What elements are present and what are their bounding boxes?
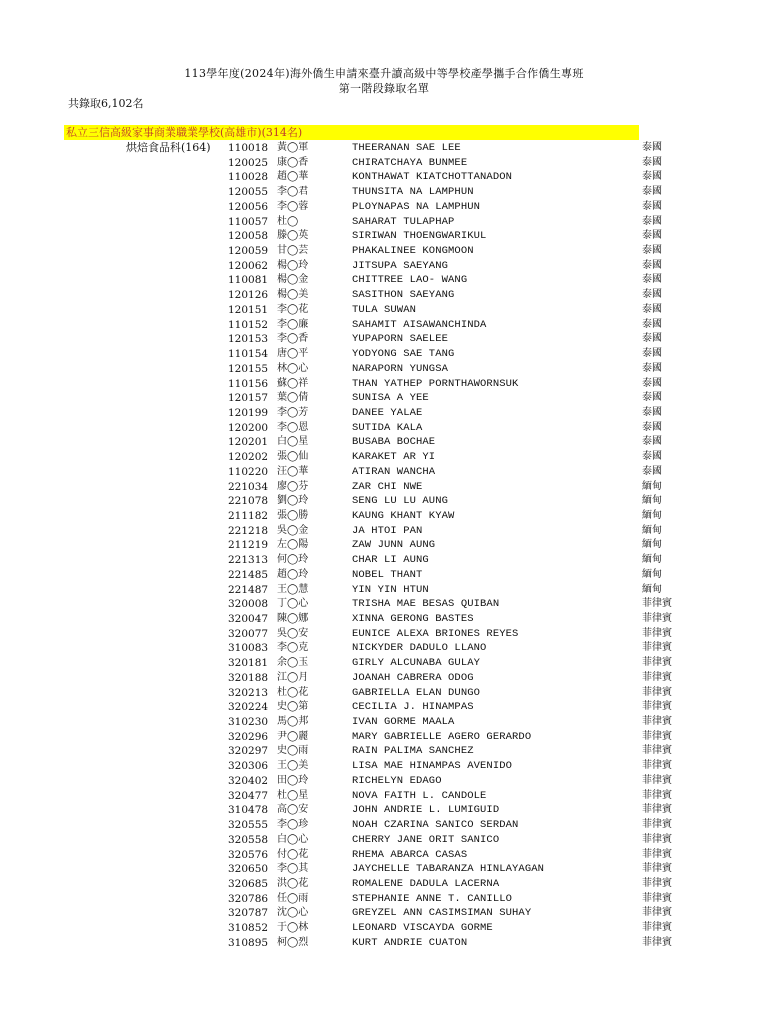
chinese-name: 滕◯英	[277, 230, 309, 242]
country: 泰國	[642, 245, 662, 257]
english-name: RICHELYN EDAGO	[352, 774, 442, 787]
chinese-name: 高◯安	[277, 804, 309, 816]
admission-list	[0, 141, 768, 951]
chinese-name: 吳◯金	[277, 524, 309, 536]
english-name: KAUNG KHANT KYAW	[352, 509, 455, 522]
country: 泰國	[642, 215, 662, 227]
english-name: PHAKALINEE KONGMOON	[352, 245, 474, 258]
applicant-id: 120055	[228, 186, 269, 199]
country: 菲律賓	[642, 892, 672, 904]
chinese-name: 柯◯烈	[277, 936, 309, 948]
chinese-name: 尹◯麗	[277, 730, 309, 742]
applicant-id: 120058	[228, 230, 269, 243]
chinese-name: 杜◯星	[277, 789, 309, 801]
country: 菲律賓	[642, 657, 672, 669]
list-row	[0, 715, 768, 730]
list-row	[0, 936, 768, 951]
applicant-id: 110156	[228, 377, 269, 390]
english-name: SAHARAT TULAPHAP	[352, 215, 455, 228]
list-row	[0, 656, 768, 671]
applicant-id: 221034	[228, 480, 269, 493]
country: 菲律賓	[642, 613, 672, 624]
applicant-id: 320576	[228, 848, 269, 861]
chinese-name: 趙◯玲	[277, 568, 309, 580]
chinese-name: 唐◯平	[277, 348, 309, 360]
chinese-name: 史◯雨	[277, 745, 309, 757]
country: 菲律賓	[642, 686, 672, 698]
chinese-name: 江◯月	[277, 671, 309, 683]
country: 菲律賓	[642, 936, 672, 948]
chinese-name: 李◯廉	[277, 318, 309, 330]
english-name: TULA SUWAN	[352, 303, 417, 316]
english-name: KONTHAWAT KIATCHOTTANADON	[352, 171, 513, 184]
country: 泰國	[642, 333, 662, 345]
english-name: NOBEL THANT	[352, 568, 423, 581]
list-row	[0, 524, 768, 539]
english-name: ATIRAN WANCHA	[352, 465, 436, 478]
chinese-name: 汪◯華	[277, 465, 309, 477]
applicant-id: 120199	[228, 406, 269, 419]
applicant-id: 120153	[228, 333, 269, 346]
english-name: NICKYDER DADULO LLANO	[352, 642, 487, 655]
applicant-id: 320077	[228, 627, 269, 640]
list-row	[0, 583, 768, 598]
country: 泰國	[642, 171, 662, 183]
english-name: MARY GABRIELLE AGERO GERARDO	[352, 730, 532, 743]
country: 泰國	[642, 436, 662, 448]
english-name: SUTIDA KALA	[352, 421, 423, 434]
chinese-name: 黃◯軍	[277, 142, 309, 153]
list-row	[0, 641, 768, 656]
country: 菲律賓	[642, 833, 672, 845]
english-name: YIN YIN HTUN	[352, 583, 429, 596]
list-row	[0, 612, 768, 627]
department-label: 烘焙食品科(164)	[126, 141, 211, 154]
applicant-id: 320213	[228, 686, 269, 699]
country: 泰國	[642, 200, 662, 212]
applicant-id: 110028	[228, 171, 269, 184]
chinese-name: 沈◯心	[277, 907, 309, 919]
chinese-name: 廖◯芬	[277, 480, 309, 492]
applicant-id: 320224	[228, 701, 269, 714]
country: 菲律賓	[642, 922, 672, 934]
english-name: NARAPORN YUNGSA	[352, 362, 449, 375]
chinese-name: 杜◯	[277, 215, 299, 227]
applicant-id: 120126	[228, 289, 269, 302]
country: 緬甸	[642, 480, 662, 492]
applicant-id: 110018	[228, 142, 269, 154]
country: 緬甸	[642, 554, 662, 566]
country: 緬甸	[642, 539, 662, 551]
english-name: IVAN GORME MAALA	[352, 716, 455, 729]
chinese-name: 趙◯華	[277, 171, 309, 183]
country: 菲律賓	[642, 642, 672, 654]
english-name: JOHN ANDRIE L. LUMIGUID	[352, 804, 500, 817]
english-name: CHERRY JANE ORIT SANICO	[352, 833, 500, 846]
applicant-id: 320296	[228, 730, 269, 743]
country: 泰國	[642, 186, 662, 198]
country: 菲律賓	[642, 819, 672, 831]
list-row	[0, 803, 768, 818]
country: 菲律賓	[642, 745, 672, 757]
list-row	[0, 686, 768, 701]
english-name: CHITTREE LAO- WANG	[352, 274, 468, 287]
country: 菲律賓	[642, 774, 672, 786]
total-admitted: 共錄取6,102名	[68, 97, 144, 110]
applicant-id: 120056	[228, 200, 269, 213]
chinese-name: 余◯玉	[277, 657, 309, 669]
english-name: LEONARD VISCAYDA GORME	[352, 922, 493, 935]
chinese-name: 李◯恩	[277, 421, 309, 433]
chinese-name: 田◯玲	[277, 774, 309, 786]
document-title: 113學年度(2024年)海外僑生申請來臺升讀高級中等學校產學攜手合作僑生專班	[184, 67, 584, 80]
chinese-name: 林◯心	[277, 362, 309, 374]
country: 菲律賓	[642, 598, 672, 610]
english-name: SENG LU LU AUNG	[352, 495, 449, 508]
list-row	[0, 185, 768, 200]
list-row	[0, 789, 768, 804]
list-row	[0, 391, 768, 406]
list-row	[0, 921, 768, 936]
english-name: GREYZEL ANN CASIMSIMAN SUHAY	[352, 907, 532, 920]
chinese-name: 吳◯安	[277, 627, 309, 639]
english-name: SASITHON SAEYANG	[352, 289, 455, 302]
applicant-id: 120201	[228, 436, 269, 449]
country: 緬甸	[642, 583, 662, 595]
english-name: RHEMA ABARCA CASAS	[352, 848, 468, 861]
list-row	[0, 906, 768, 921]
applicant-id: 221487	[228, 583, 269, 596]
country: 泰國	[642, 318, 662, 330]
chinese-name: 蘇◯祥	[277, 377, 309, 389]
chinese-name: 李◯君	[277, 186, 309, 198]
applicant-id: 211219	[228, 539, 269, 552]
applicant-id: 221485	[228, 568, 269, 581]
list-row	[0, 435, 768, 450]
applicant-id: 320047	[228, 613, 269, 625]
chinese-name: 李◯珍	[277, 819, 309, 831]
list-row	[0, 215, 768, 230]
applicant-id: 221313	[228, 554, 269, 567]
list-row	[0, 303, 768, 318]
country: 泰國	[642, 348, 662, 360]
english-name: JA HTOI PAN	[352, 524, 423, 537]
english-name: BUSABA BOCHAE	[352, 436, 436, 449]
english-name: STEPHANIE ANNE T. CANILLO	[352, 892, 513, 905]
applicant-id: 120151	[228, 303, 269, 316]
applicant-id: 221078	[228, 495, 269, 508]
country: 泰國	[642, 142, 662, 153]
chinese-name: 丁◯心	[277, 598, 309, 610]
english-name: TRISHA MAE BESAS QUIBAN	[352, 598, 500, 611]
country: 泰國	[642, 303, 662, 315]
chinese-name: 王◯美	[277, 760, 309, 772]
list-row	[0, 406, 768, 421]
list-row	[0, 362, 768, 377]
country: 菲律賓	[642, 730, 672, 742]
english-name: NOAH CZARINA SANICO SERDAN	[352, 819, 519, 832]
list-row	[0, 465, 768, 480]
country: 緬甸	[642, 568, 662, 580]
applicant-id: 120059	[228, 245, 269, 258]
list-row	[0, 538, 768, 553]
english-name: GIRLY ALCUNABA GULAY	[352, 657, 481, 670]
applicant-id: 120062	[228, 259, 269, 272]
list-row	[0, 200, 768, 215]
english-name: NOVA FAITH L. CANDOLE	[352, 789, 487, 802]
english-name: SIRIWAN THOENGWARIKUL	[352, 230, 487, 243]
english-name: PLOYNAPAS NA LAMPHUN	[352, 200, 481, 213]
applicant-id: 120202	[228, 451, 269, 464]
applicant-id: 320306	[228, 760, 269, 773]
list-row	[0, 848, 768, 863]
list-row	[0, 494, 768, 509]
english-name: CHIRATCHAYA BUNMEE	[352, 156, 468, 169]
english-name: DANEE YALAE	[352, 406, 423, 419]
applicant-id: 310230	[228, 716, 269, 729]
english-name: KURT ANDRIE CUATON	[352, 936, 468, 949]
list-row	[0, 318, 768, 333]
applicant-id: 320181	[228, 657, 269, 670]
english-name: ZAW JUNN AUNG	[352, 539, 436, 552]
applicant-id: 320787	[228, 907, 269, 920]
chinese-name: 劉◯玲	[277, 495, 309, 507]
applicant-id: 211182	[228, 509, 269, 522]
country: 菲律賓	[642, 848, 672, 860]
country: 菲律賓	[642, 877, 672, 889]
english-name: GABRIELLA ELAN DUNGO	[352, 686, 481, 699]
english-name: CHAR LI AUNG	[352, 554, 429, 567]
chinese-name: 洪◯花	[277, 877, 309, 889]
list-row	[0, 288, 768, 303]
chinese-name: 李◯香	[277, 333, 309, 345]
chinese-name: 楊◯玲	[277, 259, 309, 271]
country: 泰國	[642, 230, 662, 242]
english-name: ROMALENE DADULA LACERNA	[352, 877, 500, 890]
country: 菲律賓	[642, 701, 672, 713]
country: 泰國	[642, 451, 662, 463]
applicant-id: 320008	[228, 598, 269, 611]
chinese-name: 任◯雨	[277, 892, 309, 904]
list-row	[0, 170, 768, 185]
country: 泰國	[642, 392, 662, 404]
list-row	[0, 671, 768, 686]
list-row	[0, 833, 768, 848]
list-row	[0, 597, 768, 612]
list-row	[0, 730, 768, 745]
chinese-name: 左◯陽	[277, 539, 309, 551]
chinese-name: 康◯香	[277, 156, 309, 168]
list-row	[0, 744, 768, 759]
list-row	[0, 759, 768, 774]
country: 菲律賓	[642, 716, 672, 728]
applicant-id: 310478	[228, 804, 269, 817]
country: 泰國	[642, 362, 662, 374]
country: 泰國	[642, 421, 662, 433]
chinese-name: 張◯勝	[277, 509, 309, 521]
list-row	[0, 553, 768, 568]
country: 菲律賓	[642, 907, 672, 919]
applicant-id: 110154	[228, 348, 269, 361]
chinese-name: 葉◯倩	[277, 392, 309, 404]
country: 菲律賓	[642, 671, 672, 683]
country: 緬甸	[642, 509, 662, 521]
applicant-id: 120155	[228, 362, 269, 375]
applicant-id: 320786	[228, 892, 269, 905]
list-row	[0, 332, 768, 347]
chinese-name: 李◯花	[277, 303, 309, 315]
list-row	[0, 509, 768, 524]
document-subtitle: 第一階段錄取名單	[338, 82, 430, 95]
country: 菲律賓	[642, 760, 672, 772]
english-name: SUNISA A YEE	[352, 392, 429, 405]
chinese-name: 李◯克	[277, 642, 309, 654]
country: 菲律賓	[642, 789, 672, 801]
list-row	[0, 627, 768, 642]
english-name: CECILIA J. HINAMPAS	[352, 701, 474, 714]
chinese-name: 史◯第	[277, 701, 309, 713]
english-name: LISA MAE HINAMPAS AVENIDO	[352, 760, 513, 773]
chinese-name: 陳◯娜	[277, 613, 309, 624]
english-name: THEERANAN SAE LEE	[352, 142, 461, 154]
list-row	[0, 818, 768, 833]
list-row	[0, 141, 768, 156]
list-row	[0, 774, 768, 789]
applicant-id: 320555	[228, 819, 269, 832]
list-row	[0, 450, 768, 465]
english-name: SAHAMIT AISAWANCHINDA	[352, 318, 487, 331]
country: 緬甸	[642, 495, 662, 507]
list-row	[0, 273, 768, 288]
list-row	[0, 347, 768, 362]
chinese-name: 馬◯邦	[277, 716, 309, 728]
english-name: KARAKET AR YI	[352, 451, 436, 464]
country: 菲律賓	[642, 627, 672, 639]
list-row	[0, 156, 768, 171]
country: 緬甸	[642, 524, 662, 536]
english-name: JITSUPA SAEYANG	[352, 259, 449, 272]
chinese-name: 付◯花	[277, 848, 309, 860]
applicant-id: 310852	[228, 922, 269, 935]
applicant-id: 120025	[228, 156, 269, 169]
list-row	[0, 480, 768, 495]
applicant-id: 320650	[228, 863, 269, 876]
list-row	[0, 700, 768, 715]
list-row	[0, 568, 768, 583]
english-name: JAYCHELLE TABARANZA HINLAYAGAN	[352, 863, 545, 876]
country: 泰國	[642, 274, 662, 286]
chinese-name: 張◯仙	[277, 451, 309, 463]
country: 泰國	[642, 377, 662, 389]
english-name: YODYONG SAE TANG	[352, 348, 455, 361]
applicant-id: 320477	[228, 789, 269, 802]
list-row	[0, 862, 768, 877]
chinese-name: 楊◯金	[277, 274, 309, 286]
country: 泰國	[642, 289, 662, 301]
english-name: RAIN PALIMA SANCHEZ	[352, 745, 474, 758]
chinese-name: 甘◯芸	[277, 245, 309, 257]
english-name: YUPAPORN SAELEE	[352, 333, 449, 346]
country: 泰國	[642, 156, 662, 168]
applicant-id: 110081	[228, 274, 269, 287]
english-name: JOANAH CABRERA ODOG	[352, 671, 474, 684]
country: 菲律賓	[642, 804, 672, 816]
english-name: EUNICE ALEXA BRIONES REYES	[352, 627, 519, 640]
applicant-id: 310895	[228, 936, 269, 949]
country: 泰國	[642, 406, 662, 418]
list-row	[0, 877, 768, 892]
applicant-id: 320297	[228, 745, 269, 758]
chinese-name: 白◯星	[277, 436, 309, 448]
applicant-id: 221218	[228, 524, 269, 537]
english-name: ZAR CHI NWE	[352, 480, 423, 493]
chinese-name: 李◯芳	[277, 406, 309, 418]
chinese-name: 于◯林	[277, 922, 309, 934]
applicant-id: 320402	[228, 774, 269, 787]
country: 泰國	[642, 259, 662, 271]
applicant-id: 110220	[228, 465, 269, 478]
country: 菲律賓	[642, 863, 672, 875]
chinese-name: 杜◯花	[277, 686, 309, 698]
chinese-name: 白◯心	[277, 833, 309, 845]
chinese-name: 何◯玲	[277, 554, 309, 566]
english-name: XINNA GERONG BASTES	[352, 613, 474, 625]
applicant-id: 310083	[228, 642, 269, 655]
list-row	[0, 377, 768, 392]
applicant-id: 110057	[228, 215, 269, 228]
list-row	[0, 892, 768, 907]
applicant-id: 120200	[228, 421, 269, 434]
applicant-id: 320558	[228, 833, 269, 846]
list-row	[0, 229, 768, 244]
chinese-name: 李◯其	[277, 863, 309, 875]
country: 泰國	[642, 465, 662, 477]
english-name: THUNSITA NA LAMPHUN	[352, 186, 474, 199]
applicant-id: 120157	[228, 392, 269, 405]
chinese-name: 王◯慧	[277, 583, 309, 595]
applicant-id: 320685	[228, 877, 269, 890]
list-row	[0, 421, 768, 436]
english-name: THAN YATHEP PORNTHAWORNSUK	[352, 377, 519, 390]
applicant-id: 320188	[228, 671, 269, 684]
applicant-id: 110152	[228, 318, 269, 331]
school-header: 私立三信高級家事商業職業學校(高雄市)(314名)	[64, 125, 639, 140]
list-row	[0, 244, 768, 259]
list-row	[0, 259, 768, 274]
chinese-name: 李◯蓉	[277, 200, 309, 212]
chinese-name: 楊◯美	[277, 289, 309, 301]
